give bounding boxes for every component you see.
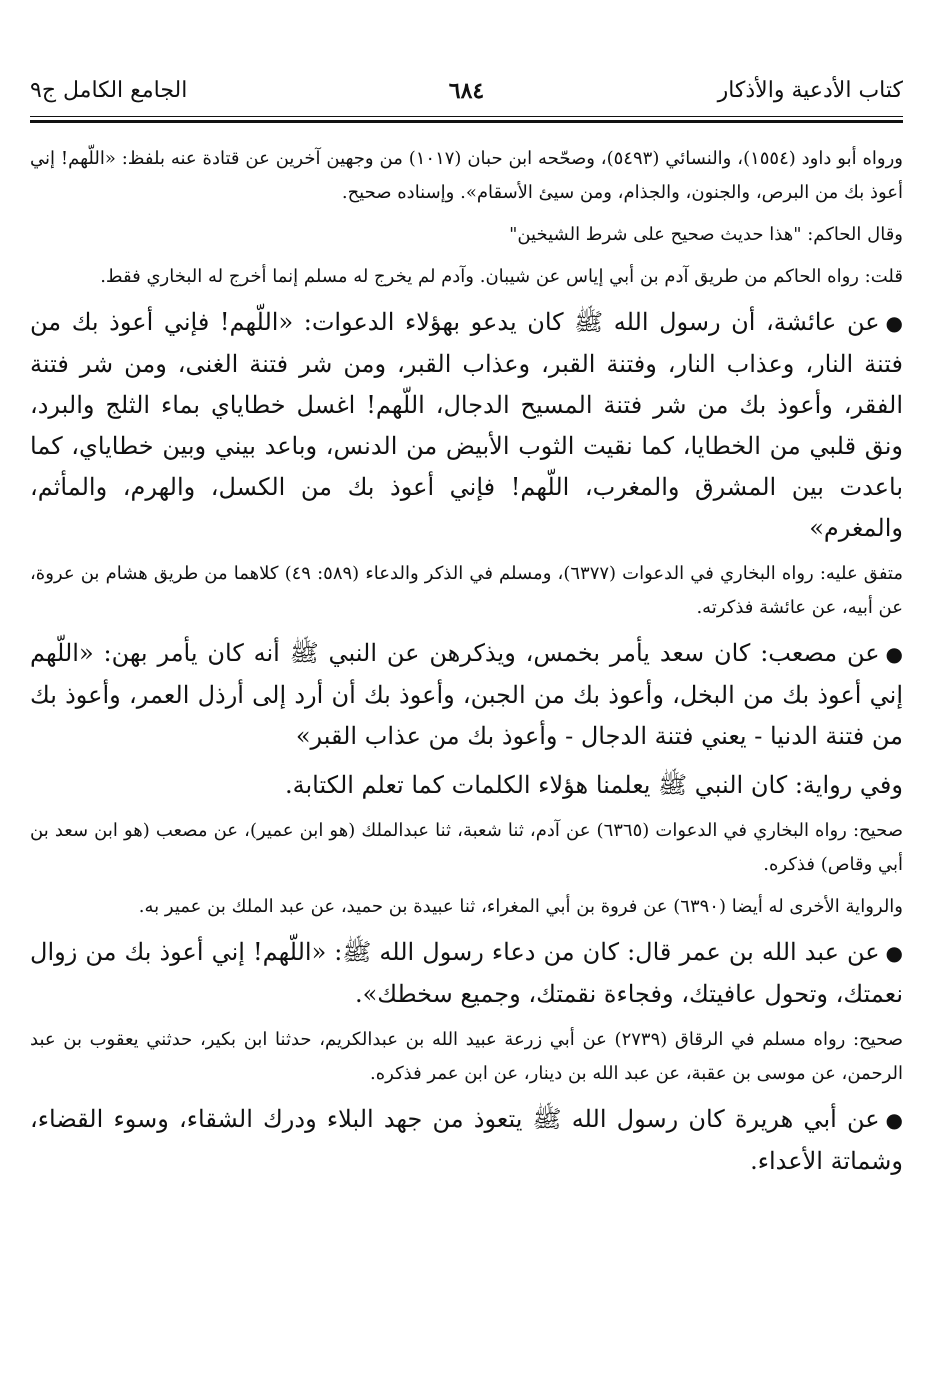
footnote-paragraph: وقال الحاكم: "هذا حديث صحيح على شرط الشيخين"	[509, 224, 903, 245]
bullet-icon: ●	[885, 311, 903, 335]
footnote-paragraph: صحيح: رواه مسلم في الرقاق (٢٧٣٩) عن أبي زرعة عبيد الله بن عبدالكريم، حدثنا ابن بكير، حدثني يعقوب بن عبد الرحمن، عن موسى بن عقبة، عن عبد الله بن دينار، عن ابن عمر فذكره.	[30, 1029, 903, 1084]
hadith-paragraph: ●عن مصعب: كان سعد يأمر بخمس، ويذكرهن عن النبي ﷺ أنه كان يأمر بهن: «اللّهم إني أعوذ بك من البخل، وأعوذ بك من الجبن، وأعوذ بك أن أرد إلى أرذل العمر، وأعوذ بك من فتنة الدنيا - يعني فتنة الدجال - وأعوذ بك من عذاب القبر»	[30, 633, 903, 757]
bullet-icon: ●	[885, 642, 903, 666]
page-header	[30, 78, 903, 114]
page-number: ٦٨٤	[448, 78, 485, 104]
header-rule-thin	[30, 116, 903, 117]
document-page	[30, 0, 903, 1375]
hadith-paragraph: ●عن أبي هريرة كان رسول الله ﷺ يتعوذ من جهد البلاء ودرك الشقاء، وسوء القضاء، وشماتة الأعداء.	[30, 1099, 903, 1182]
page-body	[30, 142, 903, 1190]
hadith-paragraph: ●عن عائشة، أن رسول الله ﷺ كان يدعو بهؤلاء الدعوات: «اللّهم! فإني أعوذ بك من فتنة النار، وعذاب النار، وفتنة القبر، وعذاب القبر، ومن شر فتنة الغنى، ومن شر فتنة الفقر، وأعوذ بك من شر فتنة المسيح الدجال، اللّهم! اغسل خطاياي بماء الثلج والبرد، ونق قلبي من الخطايا، كما نقيت الثوب الأبيض من الدنس، وباعد بيني وبين خطاياي، كما باعدت بين المشرق والمغرب، اللّهم! فإني أعوذ بك من الكسل، والهرم، والمأثم، والمغرم»	[30, 302, 903, 549]
footnote-paragraph: متفق عليه: رواه البخاري في الدعوات (٦٣٧٧)، ومسلم في الذكر والدعاء (٥٨٩: ٤٩) كلاهما من طريق هشام بن عروة، عن أبيه، عن عائشة فذكرته.	[30, 563, 903, 618]
bullet-icon: ●	[885, 1108, 903, 1132]
hadith-paragraph: وفي رواية: كان النبي ﷺ يعلمنا هؤلاء الكلمات كما تعلم الكتابة.	[284, 771, 903, 799]
header-rule-thick	[30, 120, 903, 123]
hadith-paragraph: ●عن عبد الله بن عمر قال: كان من دعاء رسول الله ﷺ: «اللّهم! إني أعوذ بك من زوال نعمتك، وتحول عافيتك، وفجاءة نقمتك، وجميع سخطك».	[30, 932, 903, 1015]
footnote-paragraph: صحيح: رواه البخاري في الدعوات (٦٣٦٥) عن آدم، ثنا شعبة، ثنا عبدالملك (هو ابن عمير)، عن مصعب (هو ابن سعد بن أبي وقاص) فذكره.	[30, 820, 903, 875]
footnote-paragraph: والرواية الأخرى له أيضا (٦٣٩٠) عن فروة بن أبي المغراء، ثنا عبيدة بن حميد، عن عبد الملك بن عمير به.	[138, 896, 903, 917]
volume-title: الجامع الكامل ج٩	[30, 78, 188, 103]
bullet-icon: ●	[885, 941, 903, 965]
footnote-paragraph: قلت: رواه الحاكم من طريق آدم بن أبي إياس عن شيبان. وآدم لم يخرج له مسلم إنما أخرج له البخاري فقط.	[100, 266, 903, 287]
book-title: كتاب الأدعية والأذكار	[717, 78, 903, 103]
footnote-paragraph: ورواه أبو داود (١٥٥٤)، والنسائي (٥٤٩٣)، وصحّحه ابن حبان (١٠١٧) من وجهين آخرين عن قتادة عنه بلفظ: «اللّهم! إني أعوذ بك من البرص، والجنون، والجذام، ومن سيئ الأسقام». وإسناده صحيح.	[30, 148, 903, 203]
